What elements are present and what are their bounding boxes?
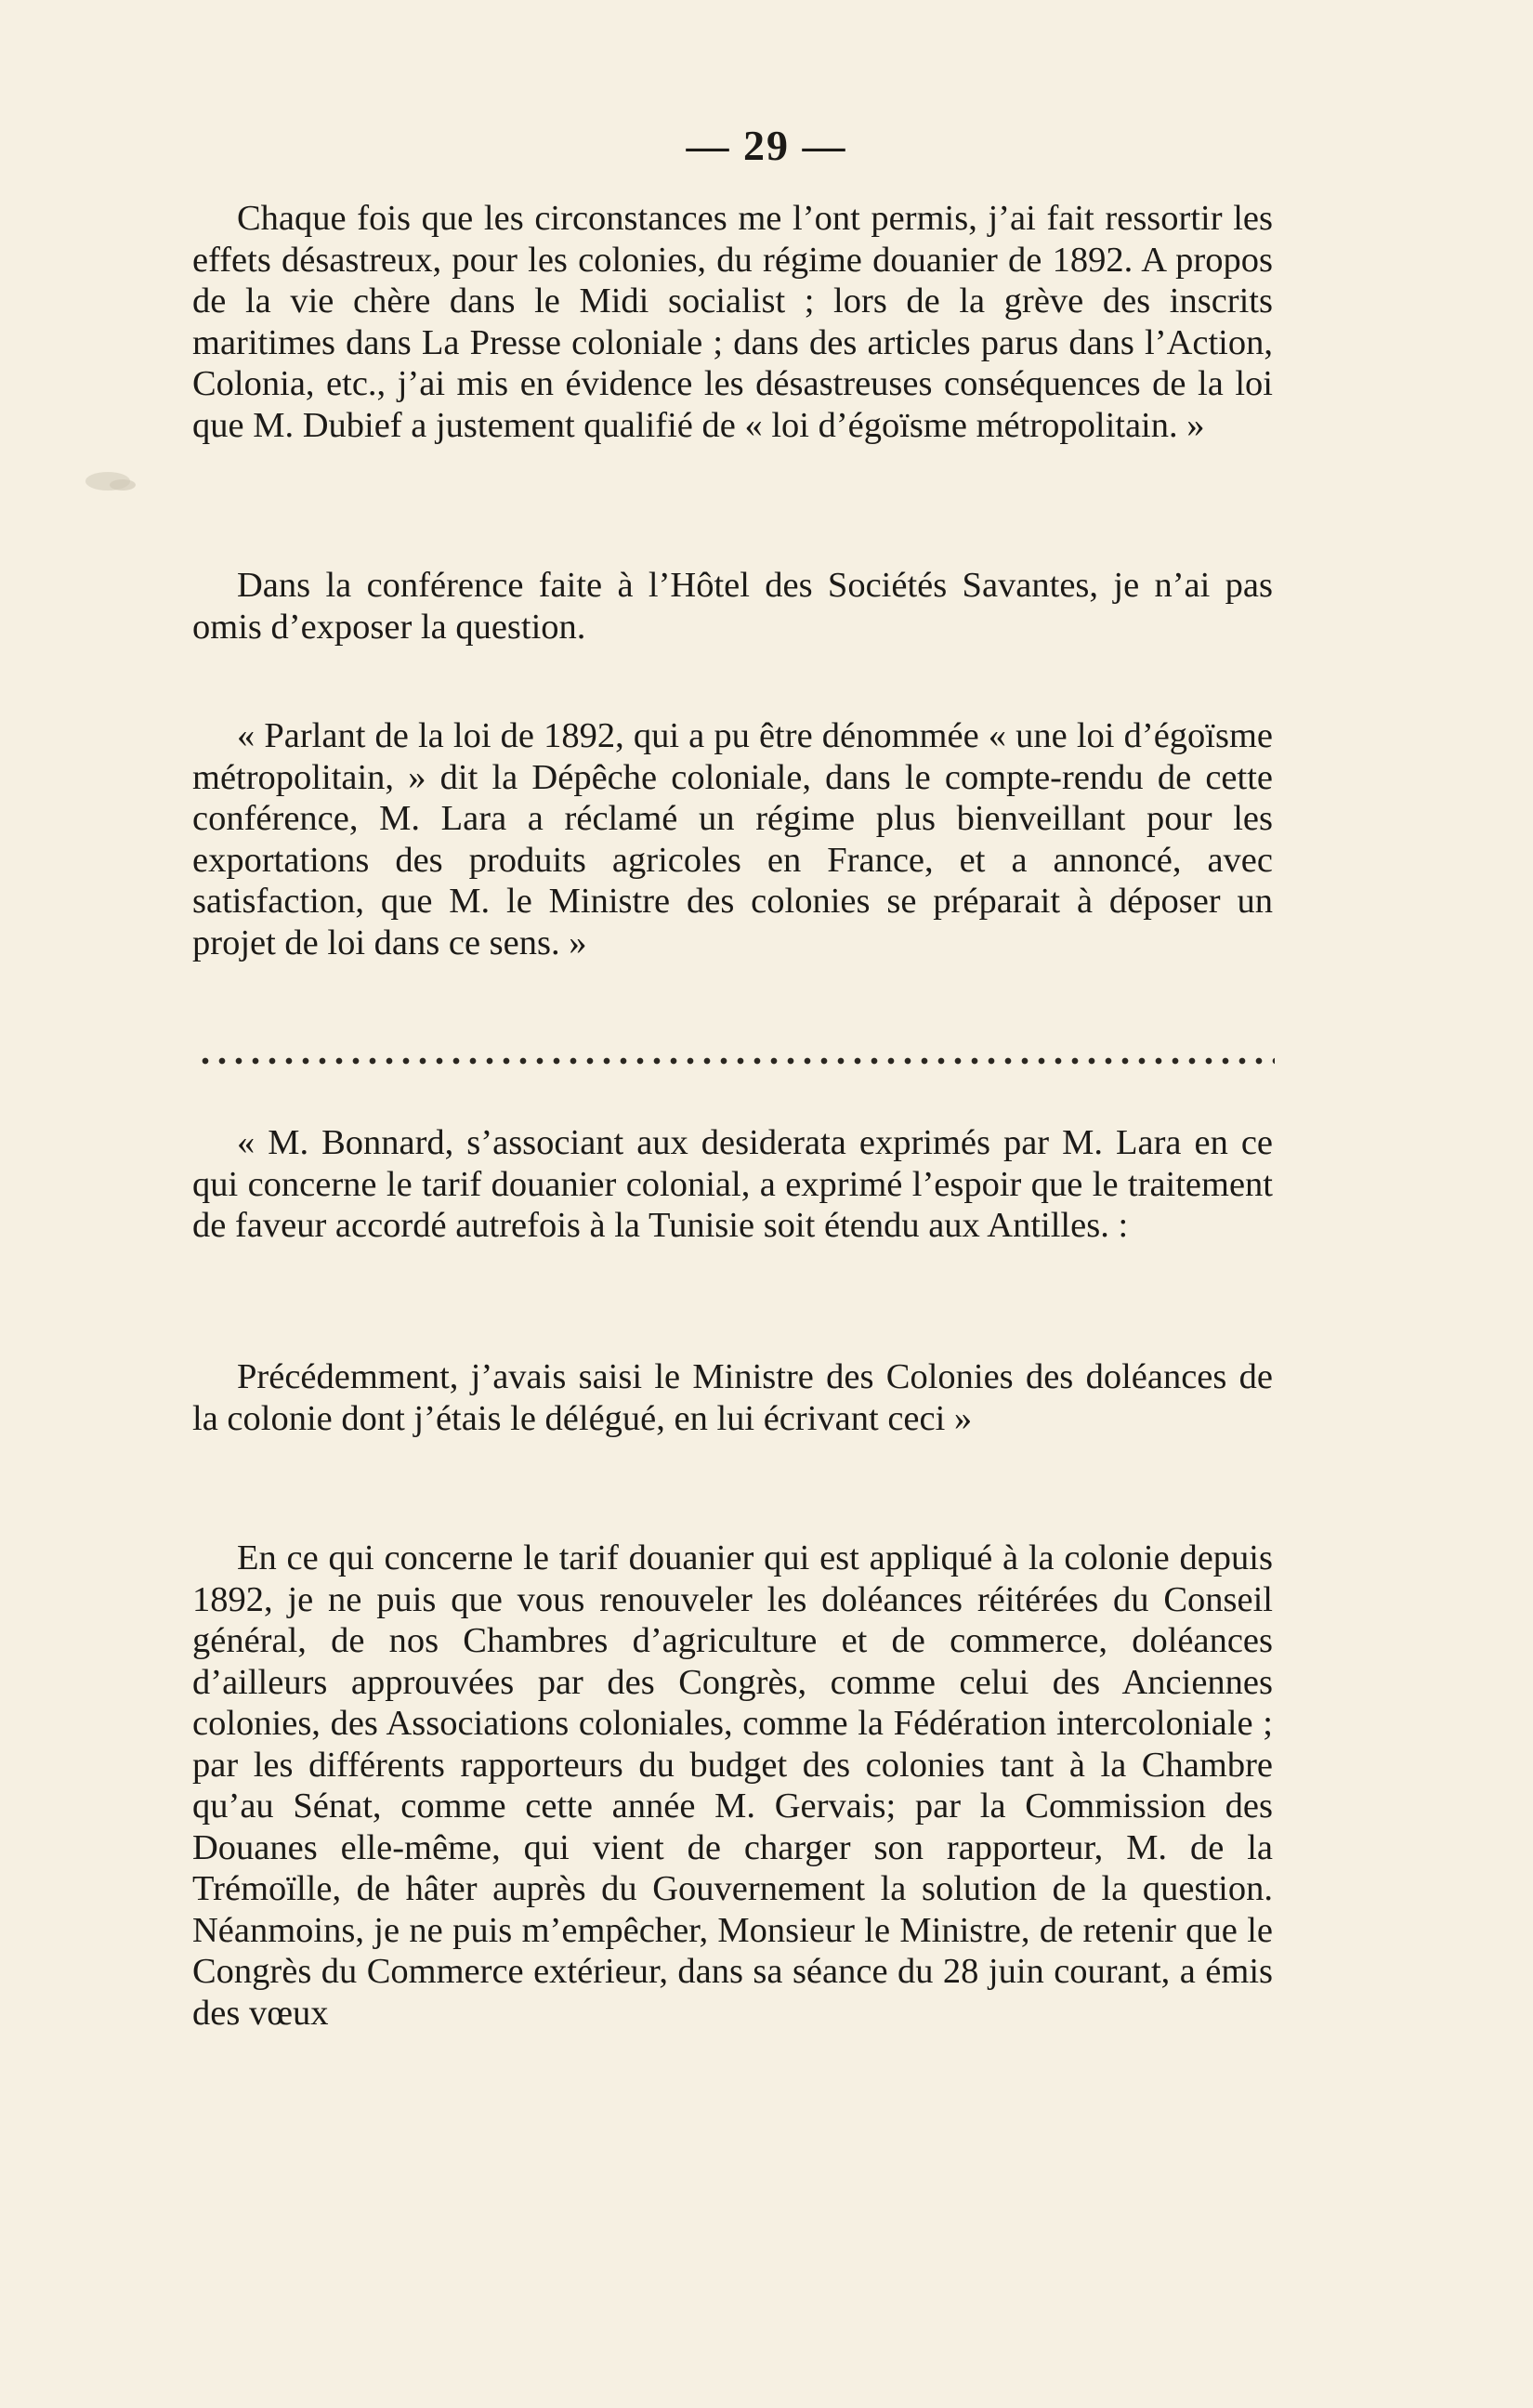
paragraph-block-1 xyxy=(192,198,1273,446)
paragraph-4: « M. Bonnard, s’associant aux desiderata exprimés par M. Lara en ce qui concerne le tarif douanier colonial, a exprimé l’espoir que le traitement de faveur accordé autrefois à la Tunisie soit étendu aux Antilles. : xyxy=(192,1123,1273,1245)
paragraph-6: En ce qui concerne le tarif douanier qui est appliqué à la colonie depuis 1892, je ne puis que vous renouveler les doléances réitérées du Conseil général, de nos Chambres d’agriculture et de commerce, doléances d’ailleurs approuvées par des Congrès, comme celui des Anciennes colonies, des Associations coloniales, comme la Fédération intercoloniale ; par les différents rapporteurs du budget des colonies tant à la Chambre qu’au Sénat, comme cette année M. Gervais; par la Commission des Douanes elle-même, qui vient de charger son rapporteur, M. de la Trémoïlle, de hâter auprès du Gouvernement la solution de la question. Néanmoins, je ne puis m’empêcher, Monsieur le Ministre, de retenir que le Congrès du Commerce extérieur, dans sa séance du 28 juin courant, a émis des vœux xyxy=(192,1538,1273,2033)
paragraph-block-2 xyxy=(192,565,1273,648)
dotted-separator xyxy=(197,1055,1275,1067)
paragraph-block-4 xyxy=(192,1122,1273,1247)
margin-smudge-icon xyxy=(82,461,139,502)
paragraph-block-3 xyxy=(192,715,1273,963)
page-number: — 29 — xyxy=(686,122,847,169)
paragraph-block-6 xyxy=(192,1538,1273,2034)
paragraph-1: Chaque fois que les circonstances me l’ont permis, j’ai fait ressortir les effets désastreux, pour les colonies, du régime douanier de 1892. A propos de la vie chère dans le Midi socialist ; lors de la grève des inscrits maritimes dans La Presse coloniale ; dans des articles parus dans l’Action, Colonia, etc., j’ai mis en évidence les désastreuses conséquences de la loi que M. Dubief a justement qualifié de « loi d’égoïsme métropolitain. » xyxy=(192,199,1273,445)
paragraph-5: Précédemment, j’avais saisi le Ministre des Colonies des doléances de la colonie dont j’étais le délégué, en lui écrivant ceci » xyxy=(192,1357,1273,1438)
paragraph-3: « Parlant de la loi de 1892, qui a pu être dénommée « une loi d’égoïsme métropolitain, » dit la Dépêche coloniale, dans le compte-rendu de cette conférence, M. Lara a réclamé un régime plus bienveillant pour les exportations des produits agricoles en France, et a annoncé, avec satisfaction, que M. le Ministre des colonies se préparait à déposer un projet de loi dans ce sens. » xyxy=(192,716,1273,962)
paragraph-block-5 xyxy=(192,1356,1273,1439)
paragraph-2: Dans la conférence faite à l’Hôtel des Sociétés Savantes, je n’ai pas omis d’exposer la question. xyxy=(192,566,1273,647)
